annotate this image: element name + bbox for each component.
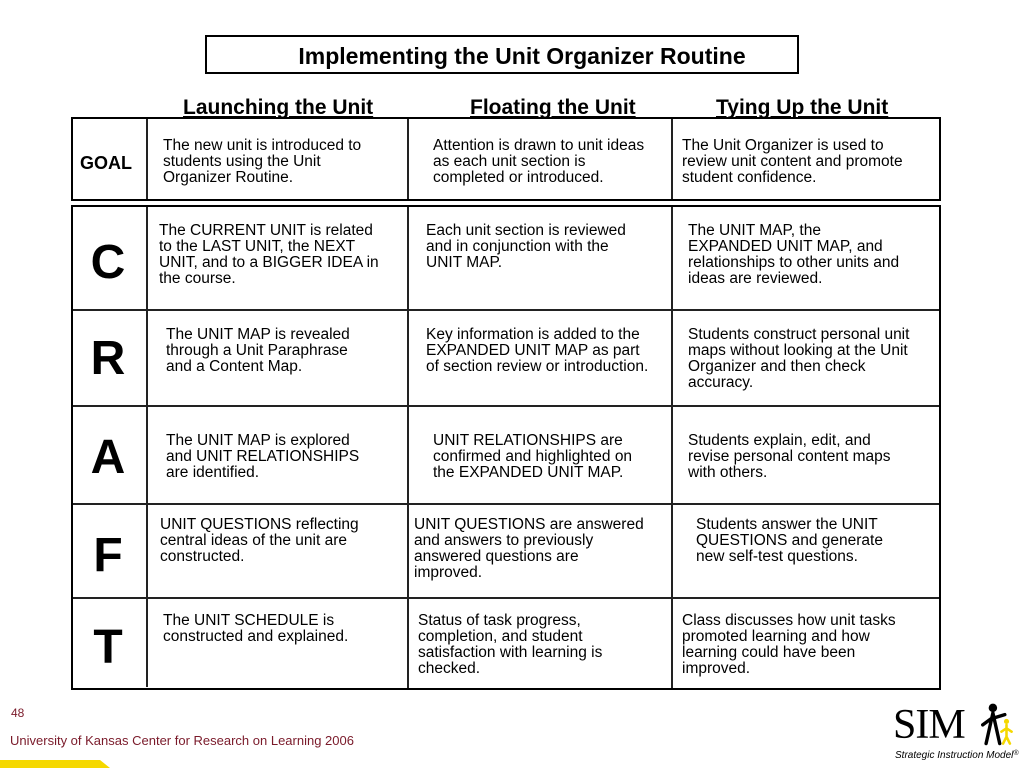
row-divider xyxy=(73,503,939,505)
page-title: Implementing the Unit Organizer Routine xyxy=(298,43,746,69)
cell-t-floating: Status of task progress, completion, and student satisfaction with learning is checked. xyxy=(418,612,603,677)
cell-r-floating: Key information is added to the EXPANDED UNIT MAP as part of section review or introduction. xyxy=(426,326,649,375)
logo-tagline xyxy=(895,750,1019,761)
row-divider xyxy=(73,597,939,599)
cell-r-tying-up: Students construct personal unit maps without looking at the Unit Organizer and then check accuracy. xyxy=(688,326,910,391)
goal-divider xyxy=(407,119,409,199)
goal-divider xyxy=(671,119,673,199)
row-letter-r: R xyxy=(90,332,126,385)
row-divider xyxy=(73,309,939,311)
cell-c-launching: The CURRENT UNIT is related to the LAST UNIT, the NEXT UNIT, and to a BIGGER IDEA in the course. xyxy=(159,222,379,287)
logo-wordmark: SIM xyxy=(893,702,965,748)
cell-a-tying-up: Students explain, edit, and revise personal content maps with others. xyxy=(688,432,891,481)
goal-divider xyxy=(146,119,148,199)
goal-label: GOAL xyxy=(80,153,132,173)
goal-cell-launching: The new unit is introduced to students using the Unit Organizer Routine. xyxy=(163,137,362,186)
cell-c-floating: Each unit section is reviewed and in conjunction with the UNIT MAP. xyxy=(426,222,626,271)
cell-r-launching: The UNIT MAP is revealed through a Unit Paraphrase and a Content Map. xyxy=(166,326,350,375)
column-header-tying-up: Tying Up the Unit xyxy=(716,96,889,119)
title-box xyxy=(205,35,799,74)
sim-logo xyxy=(893,700,1021,766)
grid-divider xyxy=(146,207,148,687)
goal-cell-tying-up: The Unit Organizer is used to review unit content and promote student confidence. xyxy=(682,137,903,186)
cell-f-tying-up: Students answer the UNIT QUESTIONS and generate new self-test questions. xyxy=(696,516,883,565)
row-letter-f: F xyxy=(93,529,123,582)
cell-a-floating: UNIT RELATIONSHIPS are confirmed and highlighted on the EXPANDED UNIT MAP. xyxy=(433,432,633,481)
footer-credit: University of Kansas Center for Research on Learning 2006 xyxy=(10,733,354,748)
row-divider xyxy=(73,405,939,407)
cell-a-launching: The UNIT MAP is explored and UNIT RELATIONSHIPS are identified. xyxy=(166,432,360,481)
row-letter-c: C xyxy=(90,236,126,289)
column-header-launching: Launching the Unit xyxy=(183,96,374,119)
cell-c-tying-up: The UNIT MAP, the EXPANDED UNIT MAP, and relationships to other units and ideas are reviewed. xyxy=(688,222,900,287)
logo-tagline-text: Strategic Instruction Model xyxy=(895,750,1014,761)
row-letter-a: A xyxy=(90,431,126,484)
grid-divider xyxy=(407,207,409,688)
row-letter-t: T xyxy=(93,621,123,674)
logo-registered-mark: ® xyxy=(1013,750,1019,757)
cell-f-launching: UNIT QUESTIONS reflecting central ideas of the unit are constructed. xyxy=(160,516,359,565)
column-header-floating: Floating the Unit xyxy=(470,96,636,119)
goal-cell-floating: Attention is drawn to unit ideas as each unit section is completed or introduced. xyxy=(433,137,645,186)
grid-divider xyxy=(671,207,673,688)
cell-f-floating: UNIT QUESTIONS are answered and answers to previously answered questions are improved. xyxy=(414,516,644,581)
accent-bar xyxy=(0,760,110,768)
figure-icon xyxy=(981,700,1015,748)
page-number: 48 xyxy=(11,706,25,720)
cell-t-tying-up: Class discusses how unit tasks promoted learning and how learning could have been improved. xyxy=(682,612,896,677)
cell-t-launching: The UNIT SCHEDULE is constructed and explained. xyxy=(163,612,349,645)
